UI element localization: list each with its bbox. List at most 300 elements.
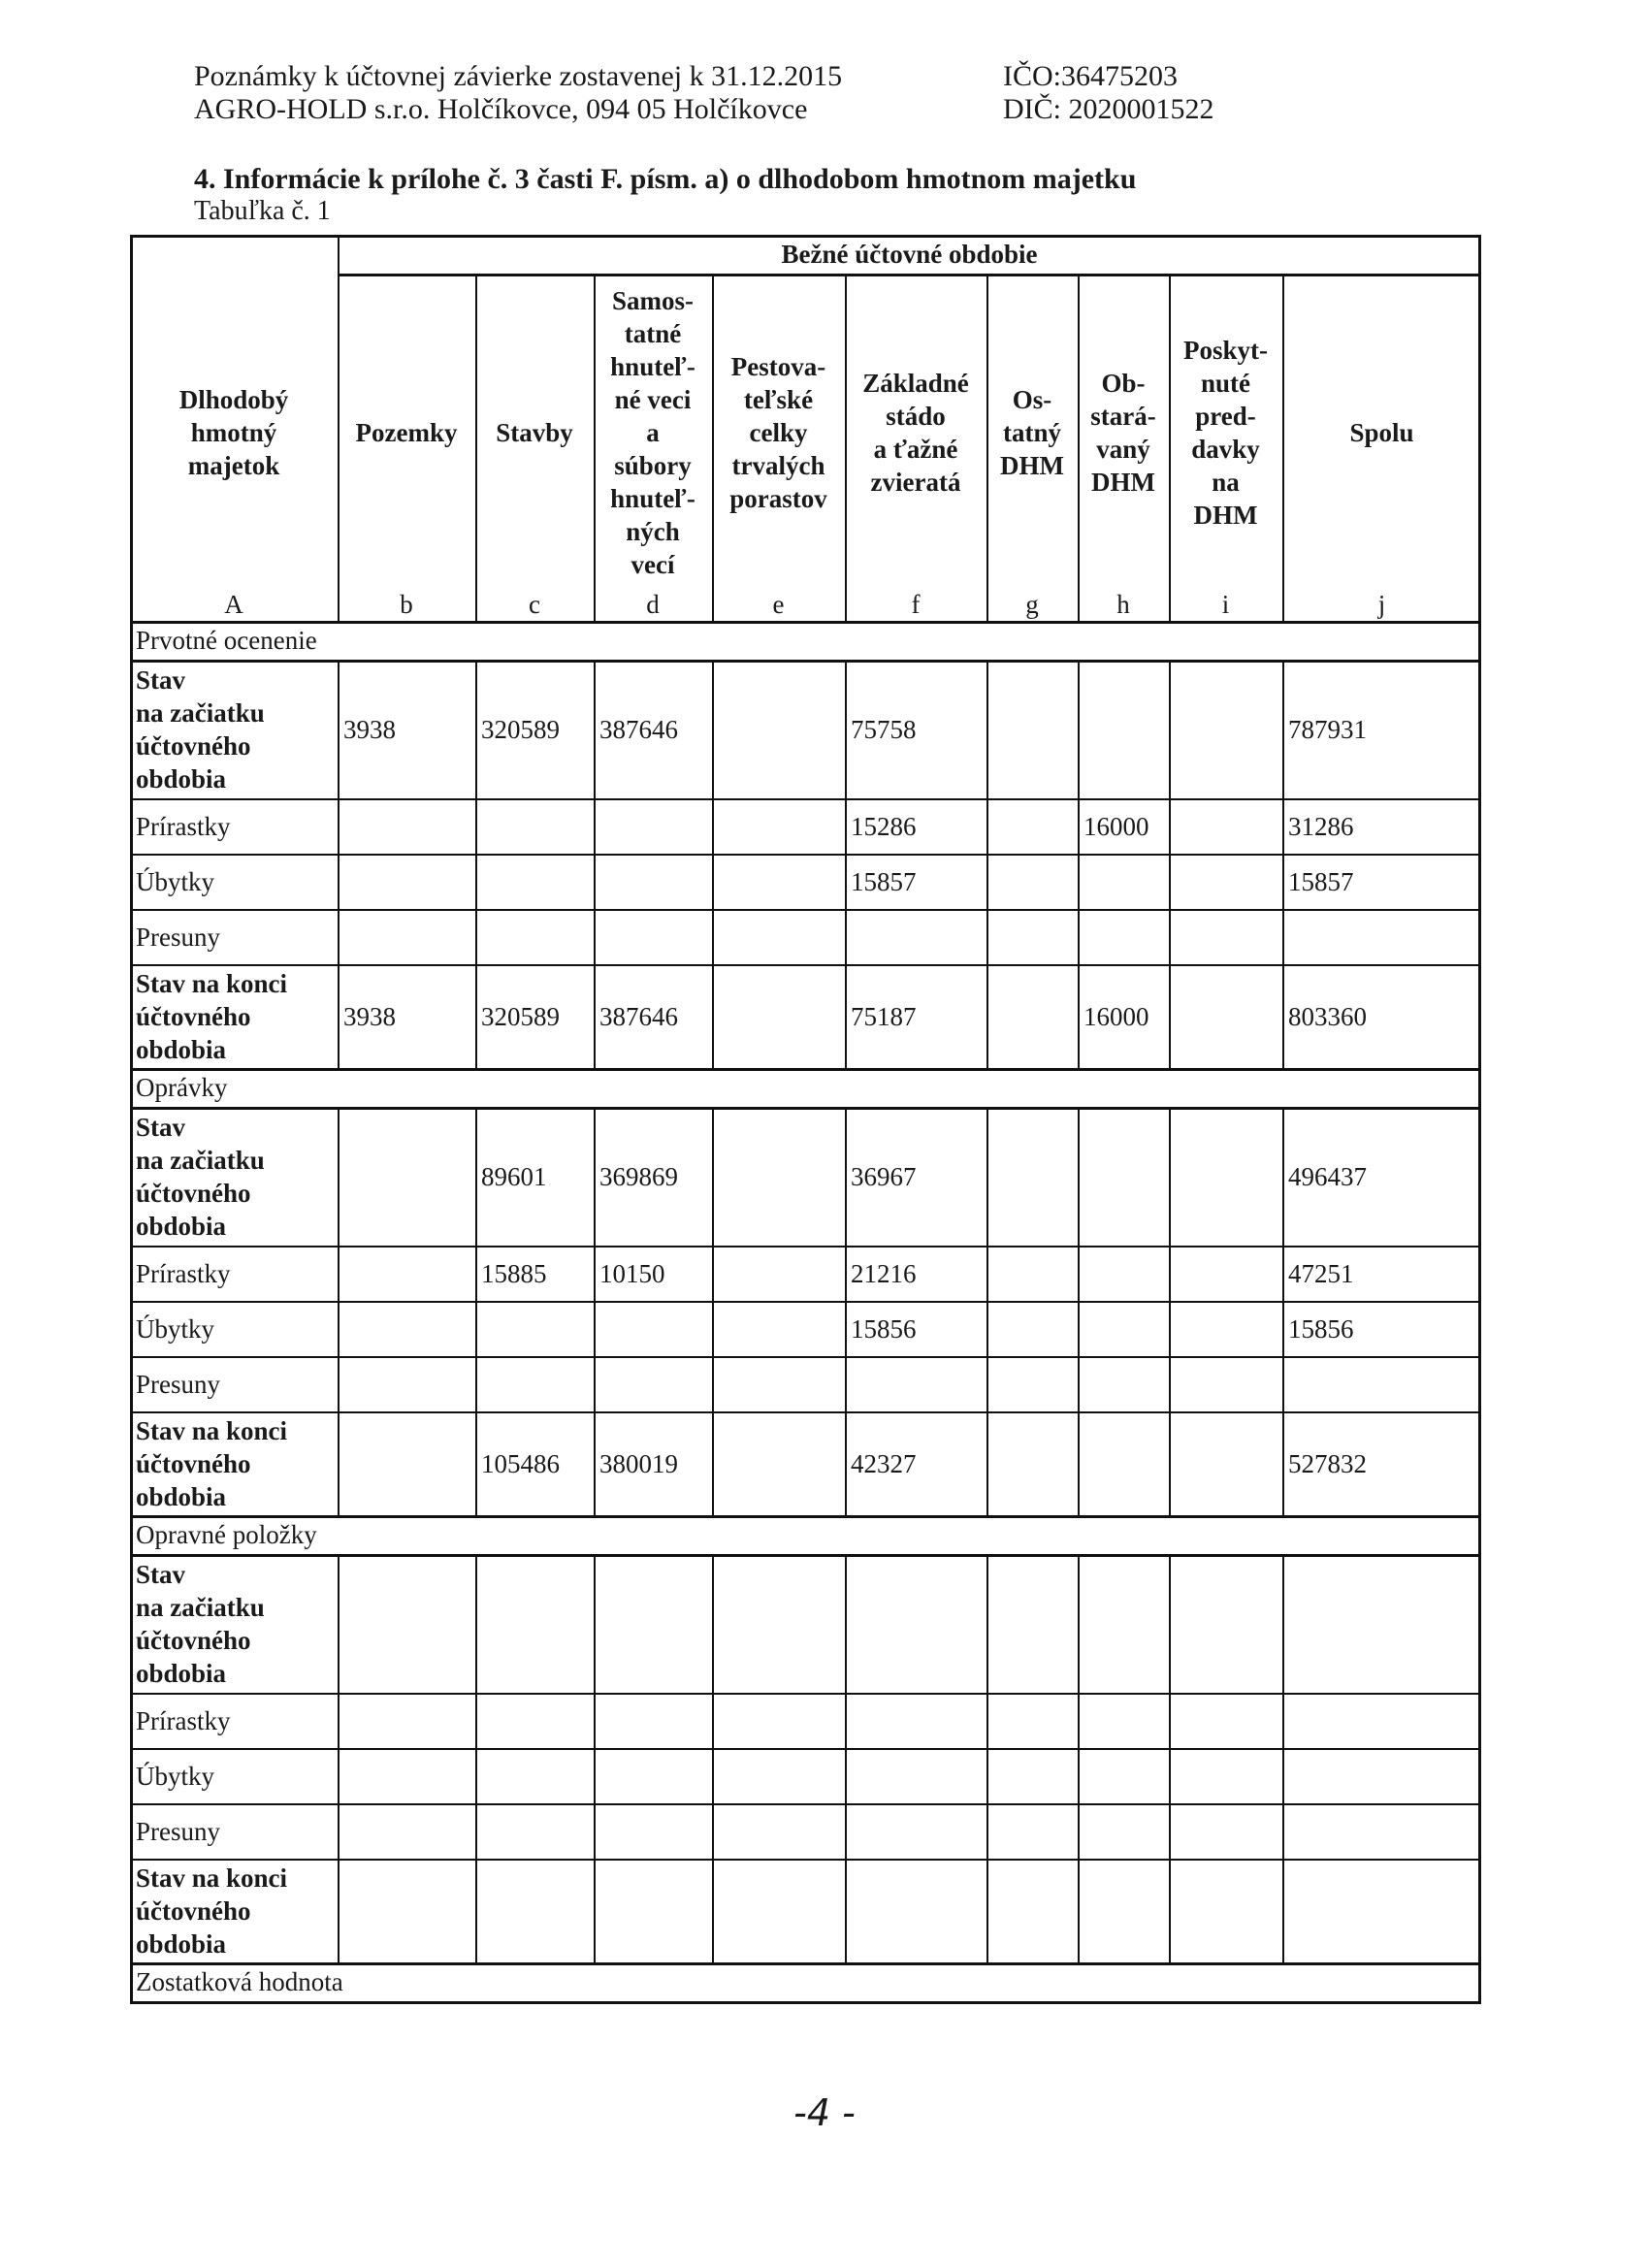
vertical-rule	[1478, 1859, 1481, 1962]
vertical-rule	[845, 1748, 847, 1803]
row-label	[130, 1107, 338, 1246]
value-cell	[338, 909, 475, 964]
vertical-rule	[130, 1859, 133, 1962]
cell-text-line: DHM	[1091, 468, 1155, 497]
vertical-rule	[1282, 1859, 1284, 1962]
cell-text-line: Stav na konci	[136, 1863, 288, 1893]
value-cell	[1282, 1748, 1481, 1803]
value-cell	[1169, 1246, 1282, 1301]
column-letter: e	[772, 590, 785, 619]
value-cell	[712, 1246, 845, 1301]
value-cell: 496437	[1288, 1161, 1367, 1191]
value-cell	[1169, 1411, 1282, 1515]
vertical-rule	[475, 1107, 477, 1246]
dic-line: DIČ: 2020001522	[1003, 93, 1214, 125]
row-label	[130, 1748, 338, 1803]
value-cell	[986, 1356, 1078, 1411]
vertical-rule	[130, 854, 133, 909]
vertical-rule	[1282, 1107, 1284, 1246]
value-cell	[594, 854, 712, 909]
vertical-rule	[475, 660, 477, 798]
vertical-rule	[475, 1748, 477, 1803]
cell-text-line: Stav na konci	[136, 1415, 288, 1445]
vertical-rule	[712, 1859, 714, 1962]
value-cell	[338, 1748, 475, 1803]
row-label	[130, 798, 338, 854]
vertical-rule	[712, 1301, 714, 1356]
value-cell	[1169, 854, 1282, 909]
document-header-left	[194, 60, 842, 126]
cell-text-line: a	[646, 418, 660, 447]
vertical-rule	[1478, 1554, 1481, 1693]
value-cell	[845, 1693, 986, 1748]
value-cell	[1169, 1748, 1282, 1803]
value-cell	[475, 1748, 594, 1803]
vertical-rule	[986, 1748, 988, 1803]
value-cell: 15857	[1288, 866, 1354, 896]
value-cell	[712, 1411, 845, 1515]
vertical-rule	[712, 964, 714, 1068]
vertical-rule	[338, 1301, 340, 1356]
vertical-rule	[712, 1554, 714, 1693]
value-cell: 47251	[1288, 1258, 1354, 1288]
value-cell	[338, 1301, 475, 1356]
vertical-rule	[1282, 274, 1284, 621]
vertical-rule	[986, 1356, 988, 1411]
vertical-rule	[986, 1107, 988, 1246]
value-cell	[594, 1356, 712, 1411]
section-title: 4. Informácie k prílohe č. 3 časti F. písm. a) o dlhodobom hmotnom majetku	[194, 163, 1137, 195]
cell-text-line: hnuteľ-	[610, 484, 695, 513]
vertical-rule	[986, 1554, 988, 1693]
value-cell	[475, 1693, 594, 1748]
vertical-rule	[594, 660, 596, 798]
cell-text-line: Základné	[862, 369, 969, 398]
cell-text-line: celky	[749, 418, 808, 447]
vertical-rule	[845, 1301, 847, 1356]
vertical-rule	[1078, 1803, 1080, 1859]
vertical-rule	[712, 274, 714, 621]
vertical-rule	[845, 274, 847, 621]
vertical-rule	[594, 1803, 596, 1859]
vertical-rule	[712, 854, 714, 909]
vertical-rule	[1478, 1748, 1481, 1803]
vertical-rule	[1478, 1515, 1481, 1554]
cell-text-line: Pozemky	[355, 418, 458, 447]
vertical-rule	[594, 1693, 596, 1748]
vertical-rule	[1282, 1356, 1284, 1411]
value-cell	[986, 1107, 1078, 1246]
cell-text-line: účtovného	[136, 730, 251, 761]
cell-text-line: tatný	[1003, 418, 1061, 447]
vertical-rule	[1078, 909, 1080, 964]
value-cell	[1282, 1859, 1481, 1962]
cell-text-line: na začiatku	[136, 1145, 265, 1175]
value-cell	[1282, 909, 1481, 964]
vertical-rule	[594, 964, 596, 1068]
column-letter: d	[646, 590, 660, 619]
value-cell	[338, 1554, 475, 1693]
value-cell	[1282, 1693, 1481, 1748]
row-label	[130, 1859, 338, 1962]
section-header: Prvotné ocenenie	[136, 626, 317, 655]
value-cell	[712, 1356, 845, 1411]
row-label	[130, 1693, 338, 1748]
vertical-rule	[1169, 964, 1171, 1068]
vertical-rule	[845, 798, 847, 854]
vertical-rule	[594, 798, 596, 854]
vertical-rule	[986, 964, 988, 1068]
value-cell	[1169, 1301, 1282, 1356]
cell-text-line: né veci	[614, 385, 692, 414]
vertical-rule	[475, 854, 477, 909]
value-cell	[338, 1246, 475, 1301]
value-cell: 16000	[1083, 811, 1149, 841]
vertical-rule	[594, 1301, 596, 1356]
cell-text-line: a ťažné	[873, 435, 958, 464]
row-label	[130, 1803, 338, 1859]
cell-text-line: Poskyt-	[1183, 336, 1268, 365]
vertical-rule	[130, 1962, 133, 2001]
vertical-rule	[594, 1356, 596, 1411]
vertical-rule	[1478, 1803, 1481, 1859]
value-cell	[1078, 909, 1169, 964]
value-cell: 320589	[481, 714, 560, 744]
vertical-rule	[1078, 1301, 1080, 1356]
vertical-rule	[1078, 1107, 1080, 1246]
vertical-rule	[1282, 798, 1284, 854]
vertical-rule	[1282, 1246, 1284, 1301]
value-cell	[594, 798, 712, 854]
vertical-rule	[1169, 1803, 1171, 1859]
cell-text-line: účtovného	[136, 1625, 251, 1655]
value-cell	[986, 1803, 1078, 1859]
vertical-rule	[986, 1246, 988, 1301]
row-label	[130, 854, 338, 909]
vertical-rule	[475, 1411, 477, 1515]
value-cell	[1169, 1554, 1282, 1693]
value-cell	[1078, 1411, 1169, 1515]
value-cell	[1169, 1803, 1282, 1859]
cell-text-line: vaný	[1096, 435, 1150, 464]
column-letter: i	[1221, 590, 1230, 619]
vertical-rule	[845, 1554, 847, 1693]
value-cell	[338, 1356, 475, 1411]
vertical-rule	[338, 660, 340, 798]
vertical-rule	[338, 1356, 340, 1411]
column-header	[1282, 274, 1481, 592]
value-cell: 15856	[851, 1313, 917, 1344]
value-cell: 16000	[1083, 1001, 1149, 1031]
section-header: Zostatková hodnota	[136, 1967, 343, 1996]
column-letter: c	[529, 590, 540, 619]
vertical-rule	[845, 1107, 847, 1246]
cell-text-line: tatné	[624, 319, 682, 348]
cell-text-line: obdobia	[136, 763, 227, 794]
vertical-rule	[845, 1859, 847, 1962]
value-cell	[338, 1803, 475, 1859]
vertical-rule	[1078, 1411, 1080, 1515]
cell-text-line: Úbytky	[136, 1761, 214, 1791]
cell-text-line: teľské	[743, 385, 814, 414]
value-cell	[1169, 1693, 1282, 1748]
cell-text-line: majetok	[187, 451, 280, 480]
vertical-rule	[1078, 1356, 1080, 1411]
cell-text-line: hmotný	[190, 418, 277, 447]
value-cell	[475, 1554, 594, 1693]
vertical-rule	[130, 235, 133, 621]
vertical-rule	[1478, 1356, 1481, 1411]
cell-text-line: nuté	[1200, 369, 1250, 398]
cell-text-line: Os-	[1012, 385, 1052, 414]
value-cell: 320589	[481, 1001, 560, 1031]
vertical-rule	[1478, 1411, 1481, 1515]
value-cell	[1078, 1107, 1169, 1246]
value-cell	[986, 1411, 1078, 1515]
vertical-rule	[845, 1246, 847, 1301]
cell-text-line: Prírastky	[136, 811, 231, 841]
vertical-rule	[338, 1107, 340, 1246]
value-cell	[986, 1859, 1078, 1962]
vertical-rule	[1282, 1554, 1284, 1693]
vertical-rule	[1478, 1301, 1481, 1356]
value-cell: 105486	[481, 1448, 560, 1478]
vertical-rule	[1078, 1748, 1080, 1803]
cell-text-line: stará-	[1090, 402, 1156, 431]
value-cell	[712, 1107, 845, 1246]
vertical-rule	[1169, 1107, 1171, 1246]
vertical-rule	[1078, 1693, 1080, 1748]
vertical-rule	[130, 1107, 133, 1246]
value-cell	[986, 1301, 1078, 1356]
vertical-rule	[338, 854, 340, 909]
cell-text-line: trvalých	[731, 451, 825, 480]
vertical-rule	[1282, 1693, 1284, 1748]
vertical-rule	[1078, 1859, 1080, 1962]
value-cell	[594, 1859, 712, 1962]
vertical-rule	[1478, 235, 1481, 621]
value-cell: 3938	[343, 714, 396, 744]
value-cell: 803360	[1288, 1001, 1367, 1031]
vertical-rule	[338, 1859, 340, 1962]
vertical-rule	[475, 1356, 477, 1411]
row-label	[130, 1356, 338, 1411]
vertical-rule	[475, 798, 477, 854]
value-cell: 89601	[481, 1161, 547, 1191]
value-cell	[1169, 1107, 1282, 1246]
column-header	[594, 274, 712, 592]
vertical-rule	[1169, 1554, 1171, 1693]
value-cell	[712, 798, 845, 854]
cell-text-line: na začiatku	[136, 697, 265, 728]
value-cell	[1282, 1356, 1481, 1411]
value-cell	[1078, 1301, 1169, 1356]
value-cell: 369869	[599, 1161, 678, 1191]
vertical-rule	[130, 621, 133, 660]
vertical-rule	[1169, 660, 1171, 798]
vertical-rule	[1282, 964, 1284, 1068]
cell-text-line: Stav	[136, 664, 186, 695]
value-cell	[338, 798, 475, 854]
vertical-rule	[1478, 964, 1481, 1068]
vertical-rule	[712, 1356, 714, 1411]
vertical-rule	[594, 1246, 596, 1301]
vertical-rule	[1282, 909, 1284, 964]
column-header	[845, 274, 986, 592]
vertical-rule	[1078, 798, 1080, 854]
value-cell	[475, 1356, 594, 1411]
value-cell	[712, 1803, 845, 1859]
page-number: -4 -	[793, 2091, 856, 2134]
vertical-rule	[986, 1859, 988, 1962]
vertical-rule	[1169, 854, 1171, 909]
vertical-rule	[338, 1411, 340, 1515]
vertical-rule	[130, 1246, 133, 1301]
value-cell: 787931	[1288, 714, 1367, 744]
table-caption: Tabuľka č. 1	[194, 196, 331, 226]
value-cell	[1078, 660, 1169, 798]
vertical-rule	[1282, 854, 1284, 909]
vertical-rule	[594, 1107, 596, 1246]
cell-text-line: vecí	[630, 550, 675, 579]
vertical-rule	[594, 1411, 596, 1515]
cell-text-line: ných	[626, 517, 680, 546]
value-cell	[338, 1693, 475, 1748]
vertical-rule	[338, 1554, 340, 1693]
value-cell	[594, 1554, 712, 1693]
value-cell	[1078, 854, 1169, 909]
vertical-rule	[1169, 1748, 1171, 1803]
vertical-rule	[338, 1693, 340, 1748]
cell-text-line: účtovného	[136, 1895, 251, 1926]
vertical-rule	[1078, 964, 1080, 1068]
value-cell	[986, 660, 1078, 798]
vertical-rule	[986, 1693, 988, 1748]
value-cell	[594, 1301, 712, 1356]
column-letter: f	[911, 590, 921, 619]
vertical-rule	[712, 1748, 714, 1803]
horizontal-rule	[130, 2001, 1481, 2004]
cell-text-line: na začiatku	[136, 1592, 265, 1622]
value-cell	[1282, 1803, 1481, 1859]
value-cell: 42327	[851, 1448, 917, 1478]
value-cell	[845, 1803, 986, 1859]
cell-text-line: obdobia	[136, 1658, 227, 1688]
vertical-rule	[594, 854, 596, 909]
vertical-rule	[130, 1411, 133, 1515]
cell-text-line: Dlhodobý	[178, 385, 289, 414]
value-cell	[845, 1554, 986, 1693]
column-letter: h	[1116, 590, 1130, 619]
company-address-line: AGRO-HOLD s.r.o. Holčíkovce, 094 05 Holčíkovce	[194, 93, 808, 125]
vertical-rule	[986, 1301, 988, 1356]
vertical-rule	[1282, 1411, 1284, 1515]
vertical-rule	[594, 274, 596, 621]
cell-text-line: súbory	[614, 451, 692, 480]
value-cell: 75187	[851, 1001, 917, 1031]
row-label	[130, 1246, 338, 1301]
value-cell	[986, 1748, 1078, 1803]
column-header	[1078, 274, 1169, 592]
vertical-rule	[712, 660, 714, 798]
value-cell	[1078, 1554, 1169, 1693]
value-cell	[594, 1803, 712, 1859]
cell-text-line: obdobia	[136, 1034, 227, 1064]
vertical-rule	[845, 854, 847, 909]
cell-text-line: obdobia	[136, 1928, 227, 1959]
value-cell	[475, 909, 594, 964]
cell-text-line: porastov	[729, 484, 827, 513]
vertical-rule	[130, 798, 133, 854]
vertical-rule	[475, 1803, 477, 1859]
vertical-rule	[986, 660, 988, 798]
vertical-rule	[130, 1356, 133, 1411]
vertical-rule	[712, 1246, 714, 1301]
cell-text-line: Prírastky	[136, 1705, 231, 1735]
vertical-rule	[986, 854, 988, 909]
vertical-rule	[475, 1301, 477, 1356]
cell-text-line: DHM	[1193, 501, 1258, 530]
vertical-rule	[1478, 621, 1481, 660]
vertical-rule	[594, 909, 596, 964]
vertical-rule	[130, 1748, 133, 1803]
vertical-rule	[1282, 1803, 1284, 1859]
value-cell	[712, 909, 845, 964]
ico-line: IČO:36475203	[1003, 60, 1178, 92]
column-letter: A	[224, 590, 243, 619]
value-cell	[986, 1554, 1078, 1693]
vertical-rule	[475, 1693, 477, 1748]
vertical-rule	[130, 1554, 133, 1693]
value-cell	[1169, 964, 1282, 1068]
row-label	[130, 1554, 338, 1693]
cell-text-line: Úbytky	[136, 866, 214, 896]
value-cell: 15286	[851, 811, 917, 841]
horizontal-rule	[130, 235, 1481, 238]
vertical-rule	[594, 1859, 596, 1962]
value-cell	[1078, 1803, 1169, 1859]
vertical-rule	[130, 1068, 133, 1107]
cell-text-line: účtovného	[136, 1448, 251, 1478]
vertical-rule	[1478, 854, 1481, 909]
cell-text-line: Stav	[136, 1112, 186, 1142]
cell-text-line: Prírastky	[136, 1258, 231, 1288]
value-cell	[986, 798, 1078, 854]
cell-text-line: davky	[1191, 435, 1260, 464]
vertical-rule	[475, 909, 477, 964]
value-cell: 31286	[1288, 811, 1354, 841]
value-cell: 10150	[599, 1258, 665, 1288]
vertical-rule	[338, 798, 340, 854]
row-label	[130, 909, 338, 964]
vertical-rule	[845, 1411, 847, 1515]
vertical-rule	[1478, 909, 1481, 964]
value-cell	[986, 854, 1078, 909]
cell-text-line: Stav	[136, 1559, 186, 1589]
vertical-rule	[1478, 1693, 1481, 1748]
vertical-rule	[1478, 1068, 1481, 1107]
value-cell	[986, 1693, 1078, 1748]
value-cell	[712, 964, 845, 1068]
cell-text-line: na	[1212, 468, 1240, 497]
vertical-rule	[475, 1246, 477, 1301]
value-cell	[594, 909, 712, 964]
cell-text-line: Pestova-	[730, 352, 826, 381]
value-cell	[1078, 1693, 1169, 1748]
vertical-rule	[845, 964, 847, 1068]
row-label	[130, 964, 338, 1068]
cell-text-line: Presuny	[136, 922, 220, 952]
